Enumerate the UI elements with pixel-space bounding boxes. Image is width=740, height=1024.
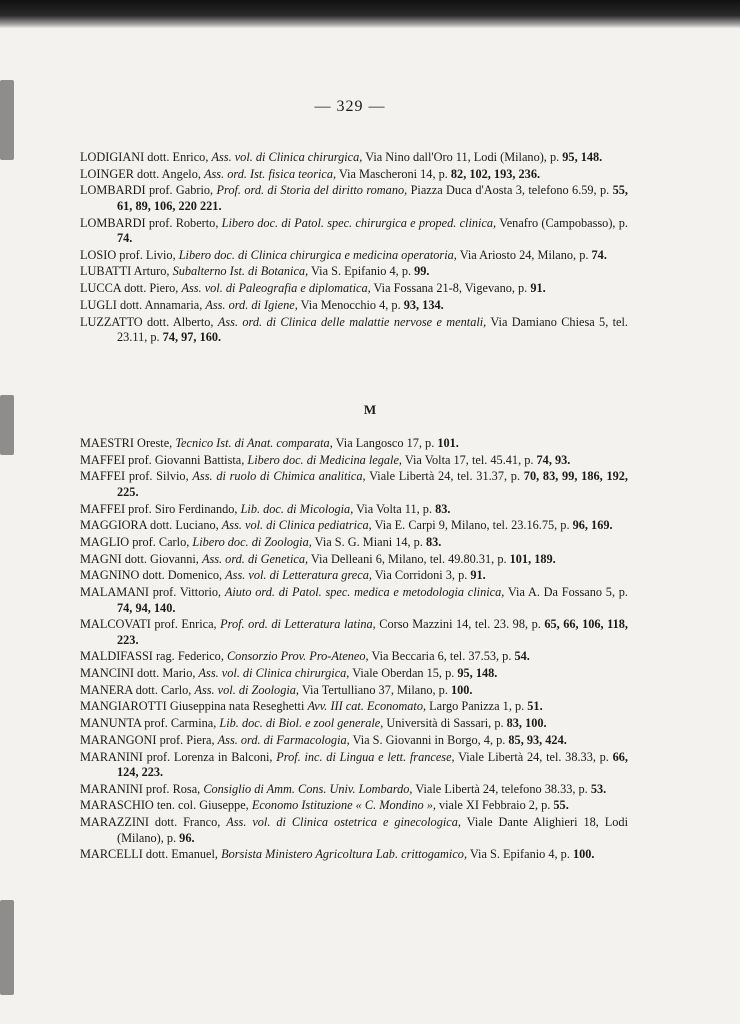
- entry-address: Via S. G. Miani 14, p.: [311, 534, 426, 549]
- entry-address: Via Ariosto 24, Milano, p.: [456, 247, 592, 262]
- entry-address: Università di Sassari, p.: [383, 716, 507, 731]
- entry-affiliation: Ass. vol. di Zoologia,: [194, 682, 299, 697]
- entry-title: dott. Carlo,: [132, 682, 195, 697]
- entry-name: LUCCA: [80, 281, 121, 296]
- entry-name: MALCOVATI: [80, 617, 151, 632]
- entry-title: prof. Lorenza in Balconi,: [142, 749, 277, 764]
- directory-entry: [80, 733, 628, 749]
- entry-address: Viale Oberdan 15, p.: [349, 666, 458, 681]
- directory-entry: [80, 699, 628, 715]
- entry-title: dott. Luciano,: [146, 518, 222, 533]
- entry-pages: 101, 189.: [509, 551, 556, 566]
- entry-pages: 65, 66, 106, 118, 223.: [117, 617, 628, 647]
- entry-affiliation: Lib. doc. di Biol. e zool generale,: [219, 716, 384, 731]
- entry-title: prof. Silvio,: [125, 469, 193, 484]
- entry-pages: 83.: [435, 501, 451, 516]
- entry-pages: 74, 94, 140.: [117, 600, 176, 615]
- entry-pages: 74, 97, 160.: [162, 330, 222, 344]
- entry-title: dott. Giovanni,: [121, 551, 202, 566]
- entry-affiliation: Ass. vol. di Paleografia e diplomatica,: [181, 281, 371, 296]
- entry-name: MAGNINO: [80, 568, 140, 583]
- entry-affiliation: Ass. vol. di Letteratura greca,: [225, 568, 372, 583]
- entry-title: dott. Mario,: [133, 666, 199, 681]
- entry-address: Via S. Epifanio 4, p.: [308, 264, 415, 279]
- entry-name: MAFFEI: [80, 501, 126, 516]
- entry-pages: 96.: [179, 830, 195, 845]
- section-letter: M: [363, 402, 377, 417]
- entry-affiliation: Economo Istituzione « C. Mondino »,: [251, 798, 436, 813]
- directory-entry: [80, 666, 628, 682]
- entry-address: Via Fossana 21-8, Vigevano, p.: [370, 281, 531, 296]
- entry-affiliation: Ass. vol. di Clinica pediatrica,: [221, 518, 372, 533]
- entry-name: MAFFEI: [80, 452, 126, 467]
- directory-entry: [80, 264, 628, 280]
- directory-entry: [80, 315, 628, 346]
- entry-pages: 91.: [470, 568, 486, 583]
- entry-title: dott. Alberto,: [142, 314, 218, 329]
- directory-entry: [80, 585, 628, 616]
- entry-pages: 85, 93, 424.: [508, 732, 567, 747]
- directory-entry: [80, 617, 628, 648]
- entry-address: Via S. Giovanni in Borgo, 4, p.: [349, 732, 509, 747]
- entry-address: Largo Panizza 1, p.: [426, 699, 528, 714]
- entry-name: LOINGER: [80, 166, 134, 181]
- entry-address: Piazza Duca d'Aosta 3, telefono 6.59, p.: [407, 183, 613, 198]
- entry-title: prof. Roberto,: [145, 215, 222, 230]
- entry-title: rag. Federico,: [152, 649, 227, 664]
- entry-title: prof. Giovanni Battista,: [125, 452, 248, 467]
- entry-address: Via Nino dall'Oro 11, Lodi (Milano), p.: [362, 150, 563, 164]
- entry-name: MANERA: [80, 682, 133, 697]
- entry-pages: 54.: [514, 649, 530, 664]
- entry-pages: 100.: [450, 682, 473, 697]
- entry-affiliation: Ass. ord. di Genetica,: [201, 551, 309, 566]
- entry-affiliation: Prof. inc. di Lingua e lett. francese,: [276, 749, 455, 764]
- entry-affiliation: Libero doc. di Patol. spec. chirurgica e proped. clinica,: [221, 215, 497, 230]
- entry-affiliation: Libero doc. di Medicina legale,: [247, 452, 402, 467]
- entry-title: prof. Vittorio,: [149, 585, 225, 599]
- entry-address: Via A. Da Fossano 5, p.: [504, 585, 628, 599]
- entry-address: Via Corridoni 3, p.: [371, 568, 471, 583]
- directory-entry: [80, 815, 628, 846]
- directory-entry: [80, 649, 628, 665]
- entry-title: dott. Annamaria,: [116, 297, 206, 312]
- entry-name: MANGIAROTTI: [80, 699, 167, 714]
- entry-affiliation: Lib. doc. di Micologia,: [240, 501, 354, 516]
- entry-pages: 55, 61, 89, 106, 220 221.: [117, 183, 628, 213]
- entry-name: MANCINI: [80, 666, 134, 681]
- entry-pages: 99.: [414, 264, 430, 279]
- entry-pages: 70, 83, 99, 186, 192, 225.: [117, 469, 628, 499]
- entry-address: Via Tertulliano 37, Milano, p.: [298, 682, 451, 697]
- entry-name: LUBATTI: [80, 264, 132, 279]
- directory-entry: [80, 298, 628, 314]
- directory-entry: [80, 248, 628, 264]
- entry-pages: 55.: [553, 798, 569, 813]
- directory-entry: [80, 436, 628, 452]
- entry-name: MALAMANI: [80, 585, 149, 599]
- entry-name: MARASCHIO: [80, 798, 154, 813]
- entry-title: prof. Enrica,: [150, 617, 221, 632]
- entry-address: Viale Libertà 24, tel. 31.37, p.: [365, 469, 524, 484]
- entry-title: dott. Domenico,: [139, 568, 226, 583]
- entry-pages: 66, 124, 223.: [117, 749, 628, 779]
- page-number: — 329 —: [314, 98, 386, 115]
- directory-entry: [80, 167, 628, 183]
- directory-entry: [80, 183, 628, 214]
- entry-title: Giuseppina nata Reseghetti: [166, 699, 308, 714]
- entry-affiliation: Ass. ord. Ist. fisica teorica,: [204, 166, 337, 181]
- scan-top-shadow: [0, 0, 740, 28]
- directory-entry: [80, 502, 628, 518]
- entry-affiliation: Ass. ord. di Igiene,: [205, 297, 298, 312]
- entry-title: ten. col. Giuseppe,: [153, 798, 252, 813]
- entry-address: Via Volta 11, p.: [353, 501, 436, 516]
- directory-entry: [80, 518, 628, 534]
- entry-pages: 100.: [572, 847, 595, 862]
- entry-affiliation: Consiglio di Amm. Cons. Univ. Lombardo,: [203, 781, 413, 796]
- entry-title: Arturo,: [131, 264, 173, 279]
- entry-pages: 82, 102, 193, 236.: [450, 166, 541, 181]
- directory-entry: [80, 453, 628, 469]
- entry-address: Via Mascheroni 14, p.: [336, 166, 451, 181]
- entry-affiliation: Avv. III cat. Economato,: [307, 699, 427, 714]
- entry-affiliation: Borsista Ministero Agricoltura Lab. crittogamico,: [221, 847, 468, 862]
- entry-title: prof. Rosa,: [142, 781, 204, 796]
- entry-address: Via E. Carpi 9, Milano, tel. 23.16.75, p.: [371, 518, 573, 533]
- entry-pages: 51.: [527, 699, 543, 714]
- directory-entry: [80, 150, 628, 166]
- entry-name: MARANINI: [80, 781, 143, 796]
- entry-name: MAGGIORA: [80, 518, 147, 533]
- entry-address: Via Damiano Chiesa 5, tel. 23.11, p.: [117, 314, 628, 344]
- entry-name: MAGNI: [80, 551, 122, 566]
- entry-name: LUZZATTO: [80, 314, 143, 329]
- directory-entry: [80, 552, 628, 568]
- entry-address: Viale Dante Alighieri 18, Lodi (Milano), p.: [117, 815, 628, 845]
- entry-name: MARCELLI: [80, 847, 143, 862]
- entry-pages: 91.: [530, 281, 546, 296]
- entry-address: Via Volta 17, tel. 45.41, p.: [401, 452, 537, 467]
- entry-affiliation: Prof. ord. di Storia del diritto romano,: [216, 183, 408, 198]
- entry-affiliation: Ass. vol. di Clinica ostetrica e ginecologica,: [226, 815, 461, 830]
- entry-name: MARANGONI: [80, 732, 157, 747]
- entry-title: prof. Carmina,: [141, 716, 220, 731]
- directory-entry: [80, 683, 628, 699]
- entry-name: MALDIFASSI: [80, 649, 153, 664]
- entry-pages: 74.: [117, 231, 133, 246]
- entry-affiliation: Libero doc. di Clinica chirurgica e medicina operatoria,: [178, 247, 457, 262]
- entry-affiliation: Ass. vol. di Clinica chirurgica,: [198, 666, 350, 681]
- directory-entry: [80, 750, 628, 781]
- entry-affiliation: Aiuto ord. di Patol. spec. medica e metodologia clinica,: [224, 585, 505, 599]
- entry-address: Corso Mazzini 14, tel. 23. 98, p.: [375, 617, 545, 632]
- binding-mark: [0, 80, 14, 160]
- entry-title: prof. Siro Ferdinando,: [125, 501, 241, 516]
- entry-affiliation: Ass. di ruolo di Chimica analitica,: [192, 469, 366, 484]
- entry-pages: 53.: [590, 781, 607, 796]
- entry-address: viale XI Febbraio 2, p.: [435, 798, 554, 813]
- directory-entry: [80, 798, 628, 814]
- directory-entry: [80, 535, 628, 551]
- entry-address: Venafro (Campobasso), p.: [496, 215, 628, 230]
- entry-name: LUGLI: [80, 297, 117, 312]
- entry-name: MAFFEI: [80, 469, 126, 484]
- entry-affiliation: Ass. vol. di Clinica chirurgica,: [211, 150, 363, 164]
- entry-affiliation: Libero doc. di Zoologia,: [192, 534, 312, 549]
- entry-address: Via S. Epifanio 4, p.: [467, 847, 573, 862]
- entry-pages: 96, 169.: [572, 518, 613, 533]
- entry-affiliation: Consorzio Prov. Pro-Ateneo,: [226, 649, 369, 664]
- entry-name: LOMBARDI: [80, 183, 146, 198]
- entry-address: Via Menocchio 4, p.: [297, 297, 404, 312]
- entry-name: LODIGIANI: [80, 150, 145, 164]
- entry-affiliation: Subalterno Ist. di Botanica,: [172, 264, 309, 279]
- entry-address: Via Langosco 17, p.: [332, 436, 438, 450]
- entry-affiliation: Ass. ord. di Farmacologia,: [217, 732, 350, 747]
- entry-pages: 101.: [437, 436, 459, 450]
- directory-entry: [80, 568, 628, 584]
- entry-name: MARAZZINI: [80, 815, 149, 830]
- entry-address: Viale Libertà 24, telefono 38.33, p.: [412, 781, 591, 796]
- entry-pages: 95, 148.: [457, 666, 498, 681]
- entry-pages: 83.: [425, 534, 442, 549]
- entry-title: dott. Enrico,: [144, 150, 212, 164]
- entry-pages: 74, 93.: [536, 452, 571, 467]
- entry-name: LOMBARDI: [80, 215, 146, 230]
- entry-title: dott. Franco,: [149, 815, 227, 830]
- directory-entry: [80, 782, 628, 798]
- entries-section-m: [80, 436, 628, 864]
- entry-title: prof. Piera,: [156, 732, 218, 747]
- directory-entry: [80, 716, 628, 732]
- entry-title: Oreste,: [133, 436, 176, 450]
- entry-name: MAGLIO: [80, 534, 130, 549]
- entries-section-l: [80, 150, 628, 347]
- entry-pages: 95, 148.: [562, 150, 603, 164]
- entry-pages: 74.: [591, 247, 607, 262]
- entry-title: prof. Carlo,: [129, 534, 193, 549]
- entry-title: prof. Livio,: [116, 247, 179, 262]
- entry-affiliation: Prof. ord. di Letteratura latina,: [220, 617, 376, 632]
- entry-name: MAESTRI: [80, 436, 134, 450]
- entry-pages: 83, 100.: [506, 716, 547, 731]
- entry-address: Via Beccaria 6, tel. 37.53, p.: [368, 649, 515, 664]
- entry-address: Via Delleani 6, Milano, tel. 49.80.31, p.: [308, 551, 510, 566]
- entry-address: Viale Libertà 24, tel. 38.33, p.: [454, 749, 613, 764]
- entry-title: dott. Angelo,: [133, 166, 204, 181]
- entry-title: prof. Gabrio,: [145, 183, 217, 198]
- entry-name: LOSIO: [80, 247, 117, 262]
- directory-entry: [80, 216, 628, 247]
- directory-entry: [80, 281, 628, 297]
- directory-entry: [80, 847, 628, 863]
- entry-pages: 93, 134.: [403, 297, 444, 312]
- directory-entry: [80, 469, 628, 500]
- entry-name: MANUNTA: [80, 716, 142, 731]
- entry-title: dott. Emanuel,: [142, 847, 222, 862]
- binding-mark: [0, 900, 14, 995]
- entry-title: dott. Piero,: [121, 281, 182, 296]
- entry-name: MARANINI: [80, 749, 143, 764]
- entry-affiliation: Tecnico Ist. di Anat. comparata,: [175, 436, 333, 450]
- entry-affiliation: Ass. ord. di Clinica delle malattie nervose e mentali,: [217, 314, 487, 329]
